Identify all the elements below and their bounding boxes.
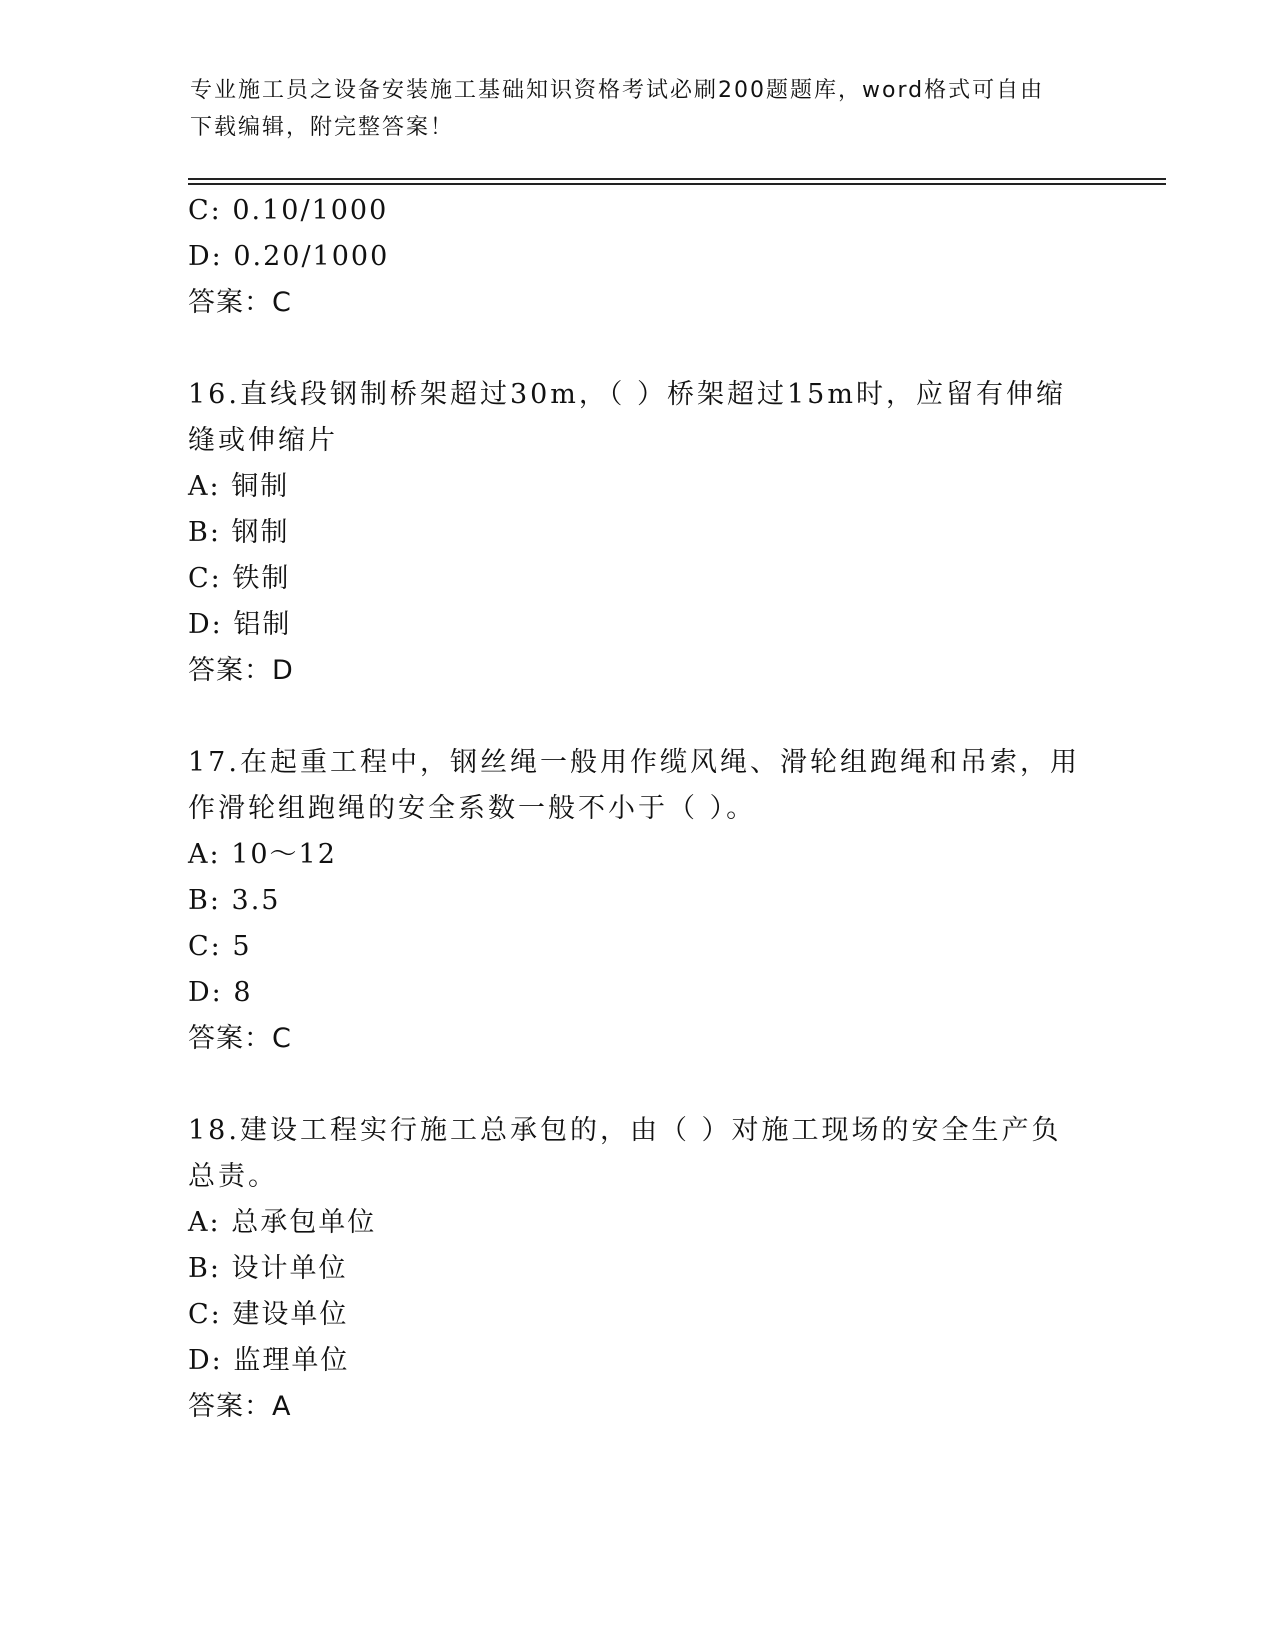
spacer — [188, 326, 1088, 372]
option-c — [188, 1292, 1088, 1338]
option-a — [188, 832, 1088, 878]
option-key: A: — [188, 1207, 221, 1238]
spacer — [188, 1062, 1088, 1108]
option-text: 监理单位 — [233, 1345, 350, 1376]
option-key: D: — [188, 609, 223, 640]
option-text: 设计单位 — [231, 1253, 348, 1284]
option-c — [188, 188, 1088, 234]
answer-line: 答案：D — [188, 655, 294, 686]
option-b — [188, 510, 1088, 556]
option-a — [188, 1200, 1088, 1246]
option-text: 铁制 — [232, 563, 291, 594]
option-key: D: — [188, 977, 223, 1008]
option-d — [188, 1338, 1088, 1384]
question-text: 17.在起重工程中，钢丝绳一般用作缆风绳、滑轮组跑绳和吊索，用作滑轮组跑绳的安全系数一般不小于（ ）。 — [188, 747, 1080, 824]
option-b — [188, 878, 1088, 924]
option-text: 10～12 — [231, 839, 337, 870]
option-text: 铝制 — [233, 609, 292, 640]
option-text: 总承包单位 — [231, 1207, 377, 1238]
option-d — [188, 602, 1088, 648]
option-key: D: — [188, 1345, 223, 1376]
option-b — [188, 1246, 1088, 1292]
option-text: 8 — [233, 977, 253, 1008]
header-divider-top — [188, 178, 1166, 180]
question-list — [188, 188, 1088, 1430]
option-text: 5 — [232, 931, 252, 962]
option-text: 0.10/1000 — [232, 195, 389, 226]
header-divider-bottom — [188, 183, 1166, 185]
option-text: 3.5 — [231, 885, 281, 916]
answer-line: 答案：A — [188, 1391, 292, 1422]
option-d — [188, 970, 1088, 1016]
option-d — [188, 234, 1088, 280]
document-header — [190, 72, 1090, 146]
option-key: C: — [188, 931, 222, 962]
option-key: A: — [188, 839, 221, 870]
question-17 — [188, 740, 1088, 1062]
answer-line: 答案：C — [188, 287, 292, 318]
question-18 — [188, 1108, 1088, 1430]
header-line-2: 下载编辑，附完整答案！ — [190, 115, 455, 140]
option-key: D: — [188, 241, 223, 272]
option-key: C: — [188, 563, 222, 594]
question-16 — [188, 372, 1088, 694]
option-c — [188, 556, 1088, 602]
option-text: 0.20/1000 — [233, 241, 390, 272]
answer-line: 答案：C — [188, 1023, 292, 1054]
option-key: B: — [188, 1253, 221, 1284]
question-text: 16.直线段钢制桥架超过30m，（ ）桥架超过15m时，应留有伸缩缝或伸缩片 — [188, 379, 1066, 456]
option-key: C: — [188, 1299, 222, 1330]
option-text: 钢制 — [231, 517, 290, 548]
spacer — [188, 694, 1088, 740]
option-a — [188, 464, 1088, 510]
previous-question-tail — [188, 188, 1088, 326]
option-text: 铜制 — [231, 471, 290, 502]
option-c — [188, 924, 1088, 970]
option-key: B: — [188, 885, 221, 916]
question-text: 18.建设工程实行施工总承包的，由（ ）对施工现场的安全生产负总责。 — [188, 1115, 1062, 1192]
header-line-1: 专业施工员之设备安装施工基础知识资格考试必刷200题题库，word格式可自由 — [190, 78, 1045, 103]
option-text: 建设单位 — [232, 1299, 349, 1330]
option-key: C: — [188, 195, 222, 226]
option-key: A: — [188, 471, 221, 502]
option-key: B: — [188, 517, 221, 548]
